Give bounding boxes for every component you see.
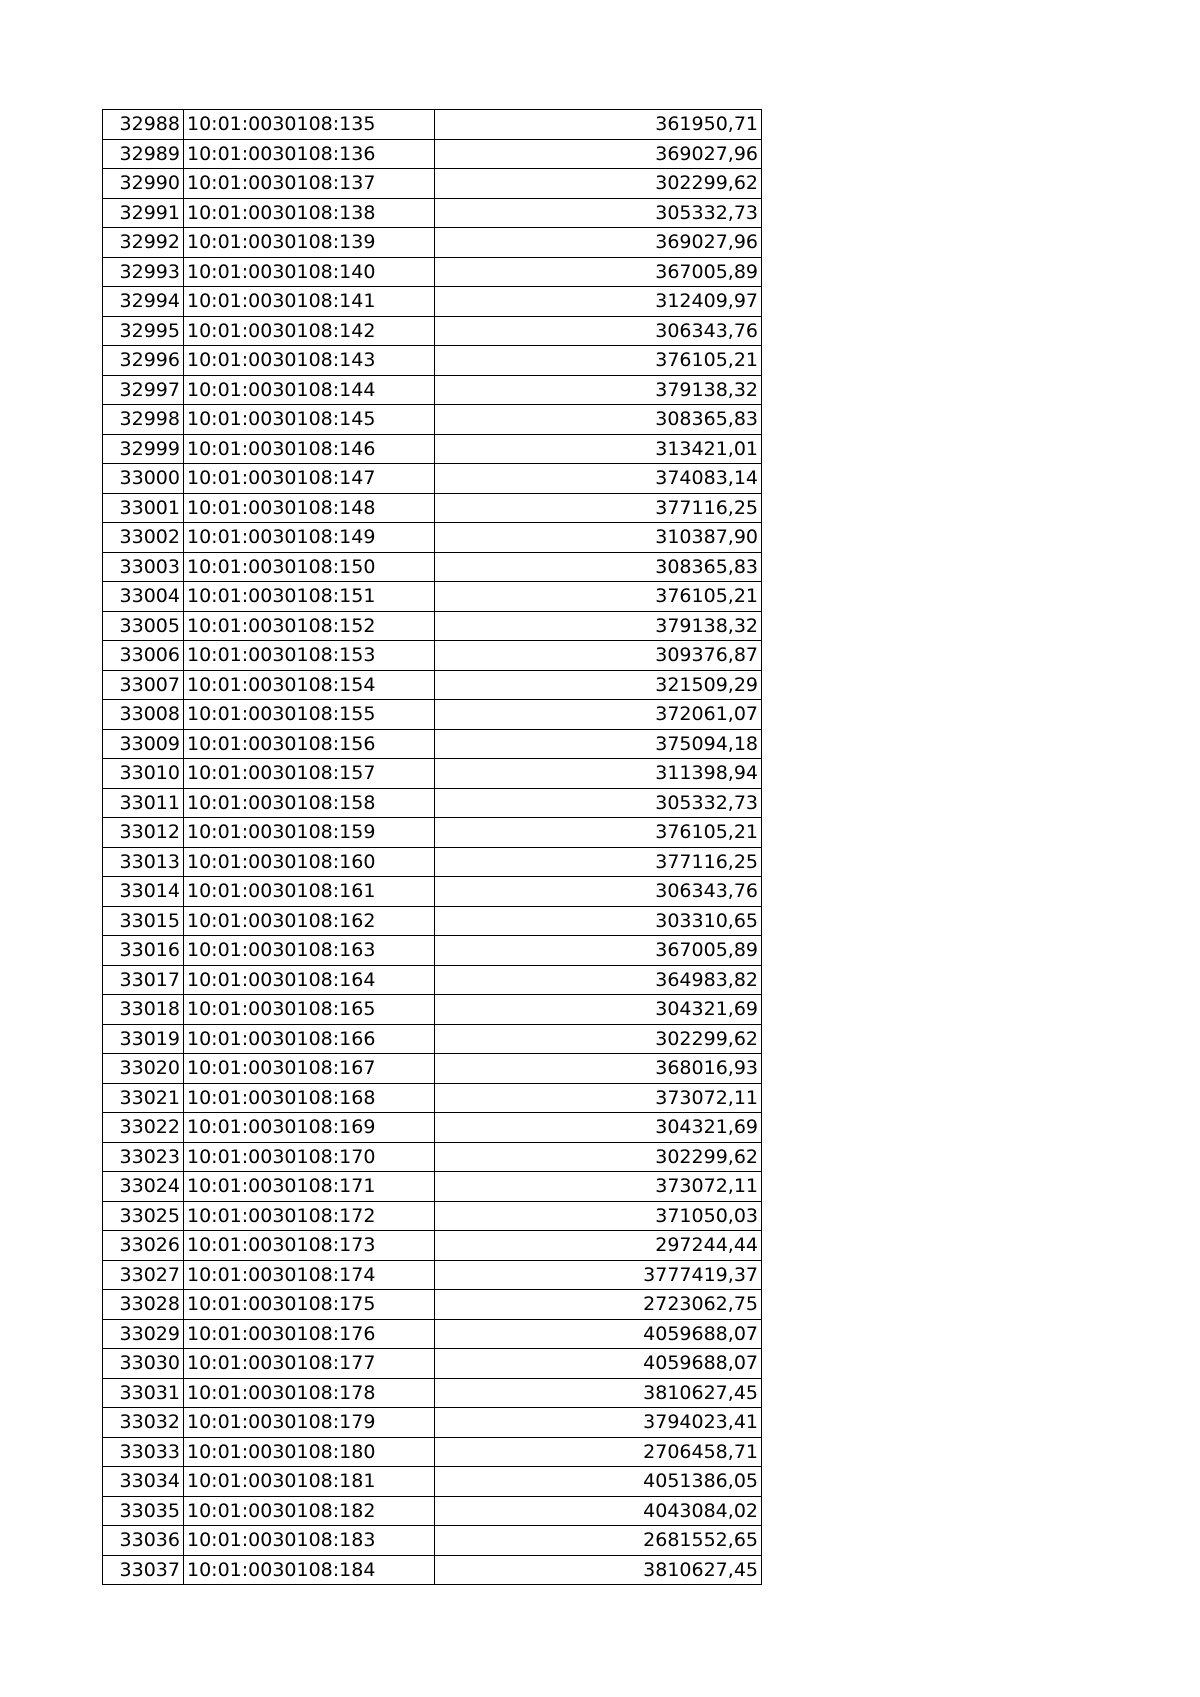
row-number-cell: 33035 <box>103 1496 184 1526</box>
table-row <box>103 198 762 228</box>
row-number-cell: 33011 <box>103 788 184 818</box>
table-row <box>103 670 762 700</box>
table-row <box>103 257 762 287</box>
cadastral-number-cell: 10:01:0030108:150 <box>184 552 435 582</box>
row-number-cell: 33013 <box>103 847 184 877</box>
cadastral-value-cell: 310387,90 <box>435 523 762 553</box>
row-number-cell: 32998 <box>103 405 184 435</box>
table-row <box>103 464 762 494</box>
cadastral-number-cell: 10:01:0030108:160 <box>184 847 435 877</box>
cadastral-value-table <box>102 109 762 1585</box>
cadastral-value-cell: 369027,96 <box>435 139 762 169</box>
row-number-cell: 33018 <box>103 995 184 1025</box>
cadastral-number-cell: 10:01:0030108:145 <box>184 405 435 435</box>
cadastral-number-cell: 10:01:0030108:164 <box>184 965 435 995</box>
cadastral-value-cell: 361950,71 <box>435 110 762 140</box>
row-number-cell: 33027 <box>103 1260 184 1290</box>
table-body <box>103 110 762 1585</box>
table-row <box>103 936 762 966</box>
table-row <box>103 139 762 169</box>
row-number-cell: 33028 <box>103 1290 184 1320</box>
table-row <box>103 287 762 317</box>
cadastral-number-cell: 10:01:0030108:169 <box>184 1113 435 1143</box>
cadastral-value-cell: 375094,18 <box>435 729 762 759</box>
row-number-cell: 33001 <box>103 493 184 523</box>
cadastral-value-cell: 4059688,07 <box>435 1349 762 1379</box>
cadastral-number-cell: 10:01:0030108:140 <box>184 257 435 287</box>
table-row <box>103 169 762 199</box>
row-number-cell: 33006 <box>103 641 184 671</box>
table-row <box>103 523 762 553</box>
cadastral-value-cell: 3810627,45 <box>435 1555 762 1585</box>
cadastral-value-cell: 4059688,07 <box>435 1319 762 1349</box>
cadastral-value-cell: 3810627,45 <box>435 1378 762 1408</box>
table-row <box>103 434 762 464</box>
row-number-cell: 33024 <box>103 1172 184 1202</box>
table-row <box>103 582 762 612</box>
cadastral-value-cell: 373072,11 <box>435 1172 762 1202</box>
table-row <box>103 1024 762 1054</box>
table-row <box>103 1319 762 1349</box>
row-number-cell: 33015 <box>103 906 184 936</box>
cadastral-number-cell: 10:01:0030108:175 <box>184 1290 435 1320</box>
cadastral-number-cell: 10:01:0030108:163 <box>184 936 435 966</box>
table-row <box>103 729 762 759</box>
cadastral-number-cell: 10:01:0030108:155 <box>184 700 435 730</box>
cadastral-number-cell: 10:01:0030108:136 <box>184 139 435 169</box>
row-number-cell: 33007 <box>103 670 184 700</box>
cadastral-number-cell: 10:01:0030108:176 <box>184 1319 435 1349</box>
cadastral-value-cell: 377116,25 <box>435 847 762 877</box>
cadastral-value-cell: 2723062,75 <box>435 1290 762 1320</box>
cadastral-value-cell: 308365,83 <box>435 405 762 435</box>
row-number-cell: 32997 <box>103 375 184 405</box>
table-row <box>103 847 762 877</box>
cadastral-value-cell: 367005,89 <box>435 257 762 287</box>
cadastral-number-cell: 10:01:0030108:156 <box>184 729 435 759</box>
table-row <box>103 641 762 671</box>
table-row <box>103 1231 762 1261</box>
table-row <box>103 375 762 405</box>
table-row <box>103 1083 762 1113</box>
cadastral-number-cell: 10:01:0030108:149 <box>184 523 435 553</box>
row-number-cell: 33017 <box>103 965 184 995</box>
cadastral-number-cell: 10:01:0030108:157 <box>184 759 435 789</box>
cadastral-value-cell: 373072,11 <box>435 1083 762 1113</box>
row-number-cell: 33019 <box>103 1024 184 1054</box>
cadastral-number-cell: 10:01:0030108:174 <box>184 1260 435 1290</box>
cadastral-value-cell: 311398,94 <box>435 759 762 789</box>
cadastral-number-cell: 10:01:0030108:143 <box>184 346 435 376</box>
table-row <box>103 110 762 140</box>
row-number-cell: 33031 <box>103 1378 184 1408</box>
cadastral-value-cell: 304321,69 <box>435 1113 762 1143</box>
cadastral-number-cell: 10:01:0030108:159 <box>184 818 435 848</box>
cadastral-value-cell: 4043084,02 <box>435 1496 762 1526</box>
row-number-cell: 33008 <box>103 700 184 730</box>
cadastral-number-cell: 10:01:0030108:184 <box>184 1555 435 1585</box>
table-row <box>103 995 762 1025</box>
row-number-cell: 33003 <box>103 552 184 582</box>
cadastral-number-cell: 10:01:0030108:173 <box>184 1231 435 1261</box>
cadastral-value-cell: 303310,65 <box>435 906 762 936</box>
table-row <box>103 493 762 523</box>
cadastral-number-cell: 10:01:0030108:165 <box>184 995 435 1025</box>
row-number-cell: 32992 <box>103 228 184 258</box>
table-row <box>103 228 762 258</box>
row-number-cell: 32988 <box>103 110 184 140</box>
cadastral-number-cell: 10:01:0030108:183 <box>184 1526 435 1556</box>
cadastral-number-cell: 10:01:0030108:154 <box>184 670 435 700</box>
cadastral-value-cell: 306343,76 <box>435 877 762 907</box>
row-number-cell: 32989 <box>103 139 184 169</box>
row-number-cell: 32993 <box>103 257 184 287</box>
cadastral-number-cell: 10:01:0030108:177 <box>184 1349 435 1379</box>
cadastral-number-cell: 10:01:0030108:162 <box>184 906 435 936</box>
row-number-cell: 33034 <box>103 1467 184 1497</box>
table-row <box>103 1113 762 1143</box>
row-number-cell: 33026 <box>103 1231 184 1261</box>
row-number-cell: 32994 <box>103 287 184 317</box>
cadastral-number-cell: 10:01:0030108:171 <box>184 1172 435 1202</box>
cadastral-value-cell: 309376,87 <box>435 641 762 671</box>
table-row <box>103 759 762 789</box>
row-number-cell: 33022 <box>103 1113 184 1143</box>
table-row <box>103 818 762 848</box>
row-number-cell: 32990 <box>103 169 184 199</box>
cadastral-number-cell: 10:01:0030108:139 <box>184 228 435 258</box>
table-row <box>103 316 762 346</box>
cadastral-value-cell: 2681552,65 <box>435 1526 762 1556</box>
cadastral-value-cell: 2706458,71 <box>435 1437 762 1467</box>
table-row <box>103 552 762 582</box>
table-row <box>103 1290 762 1320</box>
row-number-cell: 33012 <box>103 818 184 848</box>
table-row <box>103 700 762 730</box>
cadastral-number-cell: 10:01:0030108:158 <box>184 788 435 818</box>
cadastral-number-cell: 10:01:0030108:153 <box>184 641 435 671</box>
cadastral-value-cell: 302299,62 <box>435 1024 762 1054</box>
table-row <box>103 1526 762 1556</box>
cadastral-value-cell: 302299,62 <box>435 1142 762 1172</box>
row-number-cell: 32999 <box>103 434 184 464</box>
row-number-cell: 33002 <box>103 523 184 553</box>
cadastral-value-cell: 371050,03 <box>435 1201 762 1231</box>
cadastral-number-cell: 10:01:0030108:151 <box>184 582 435 612</box>
table-row <box>103 906 762 936</box>
cadastral-number-cell: 10:01:0030108:170 <box>184 1142 435 1172</box>
cadastral-number-cell: 10:01:0030108:182 <box>184 1496 435 1526</box>
row-number-cell: 32996 <box>103 346 184 376</box>
cadastral-number-cell: 10:01:0030108:168 <box>184 1083 435 1113</box>
row-number-cell: 33030 <box>103 1349 184 1379</box>
cadastral-number-cell: 10:01:0030108:142 <box>184 316 435 346</box>
cadastral-value-cell: 312409,97 <box>435 287 762 317</box>
cadastral-value-cell: 3777419,37 <box>435 1260 762 1290</box>
cadastral-number-cell: 10:01:0030108:135 <box>184 110 435 140</box>
row-number-cell: 33032 <box>103 1408 184 1438</box>
cadastral-number-cell: 10:01:0030108:172 <box>184 1201 435 1231</box>
table-row <box>103 1142 762 1172</box>
table-row <box>103 788 762 818</box>
table-row <box>103 1172 762 1202</box>
cadastral-value-cell: 379138,32 <box>435 611 762 641</box>
table-row <box>103 1408 762 1438</box>
table-row <box>103 1260 762 1290</box>
cadastral-value-cell: 376105,21 <box>435 346 762 376</box>
row-number-cell: 33005 <box>103 611 184 641</box>
cadastral-value-cell: 374083,14 <box>435 464 762 494</box>
cadastral-value-cell: 3794023,41 <box>435 1408 762 1438</box>
cadastral-number-cell: 10:01:0030108:181 <box>184 1467 435 1497</box>
table-row <box>103 1378 762 1408</box>
cadastral-value-cell: 372061,07 <box>435 700 762 730</box>
table-row <box>103 1437 762 1467</box>
cadastral-value-cell: 368016,93 <box>435 1054 762 1084</box>
table-row <box>103 1054 762 1084</box>
row-number-cell: 33020 <box>103 1054 184 1084</box>
table-row <box>103 877 762 907</box>
cadastral-value-cell: 297244,44 <box>435 1231 762 1261</box>
cadastral-value-cell: 4051386,05 <box>435 1467 762 1497</box>
row-number-cell: 32995 <box>103 316 184 346</box>
cadastral-value-cell: 306343,76 <box>435 316 762 346</box>
row-number-cell: 33029 <box>103 1319 184 1349</box>
table-row <box>103 405 762 435</box>
row-number-cell: 33004 <box>103 582 184 612</box>
row-number-cell: 33037 <box>103 1555 184 1585</box>
cadastral-number-cell: 10:01:0030108:180 <box>184 1437 435 1467</box>
cadastral-number-cell: 10:01:0030108:146 <box>184 434 435 464</box>
cadastral-value-cell: 302299,62 <box>435 169 762 199</box>
cadastral-value-cell: 313421,01 <box>435 434 762 464</box>
cadastral-number-cell: 10:01:0030108:161 <box>184 877 435 907</box>
table-row <box>103 1496 762 1526</box>
row-number-cell: 33016 <box>103 936 184 966</box>
cadastral-value-cell: 321509,29 <box>435 670 762 700</box>
table-row <box>103 965 762 995</box>
cadastral-number-cell: 10:01:0030108:138 <box>184 198 435 228</box>
cadastral-value-cell: 305332,73 <box>435 198 762 228</box>
cadastral-value-cell: 364983,82 <box>435 965 762 995</box>
table-row <box>103 1201 762 1231</box>
cadastral-value-cell: 367005,89 <box>435 936 762 966</box>
cadastral-value-cell: 305332,73 <box>435 788 762 818</box>
cadastral-value-cell: 308365,83 <box>435 552 762 582</box>
cadastral-number-cell: 10:01:0030108:166 <box>184 1024 435 1054</box>
cadastral-number-cell: 10:01:0030108:147 <box>184 464 435 494</box>
cadastral-value-cell: 369027,96 <box>435 228 762 258</box>
cadastral-number-cell: 10:01:0030108:144 <box>184 375 435 405</box>
row-number-cell: 33036 <box>103 1526 184 1556</box>
cadastral-number-cell: 10:01:0030108:167 <box>184 1054 435 1084</box>
row-number-cell: 33009 <box>103 729 184 759</box>
row-number-cell: 33025 <box>103 1201 184 1231</box>
table-row <box>103 1467 762 1497</box>
cadastral-number-cell: 10:01:0030108:141 <box>184 287 435 317</box>
row-number-cell: 33014 <box>103 877 184 907</box>
cadastral-number-cell: 10:01:0030108:178 <box>184 1378 435 1408</box>
table-row <box>103 1349 762 1379</box>
cadastral-value-cell: 376105,21 <box>435 582 762 612</box>
cadastral-value-cell: 377116,25 <box>435 493 762 523</box>
row-number-cell: 33023 <box>103 1142 184 1172</box>
row-number-cell: 33000 <box>103 464 184 494</box>
cadastral-number-cell: 10:01:0030108:179 <box>184 1408 435 1438</box>
cadastral-number-cell: 10:01:0030108:148 <box>184 493 435 523</box>
table-row <box>103 611 762 641</box>
table-row <box>103 346 762 376</box>
cadastral-value-cell: 376105,21 <box>435 818 762 848</box>
row-number-cell: 33021 <box>103 1083 184 1113</box>
cadastral-value-cell: 379138,32 <box>435 375 762 405</box>
table-row <box>103 1555 762 1585</box>
cadastral-number-cell: 10:01:0030108:152 <box>184 611 435 641</box>
cadastral-value-cell: 304321,69 <box>435 995 762 1025</box>
cadastral-number-cell: 10:01:0030108:137 <box>184 169 435 199</box>
row-number-cell: 32991 <box>103 198 184 228</box>
row-number-cell: 33010 <box>103 759 184 789</box>
row-number-cell: 33033 <box>103 1437 184 1467</box>
